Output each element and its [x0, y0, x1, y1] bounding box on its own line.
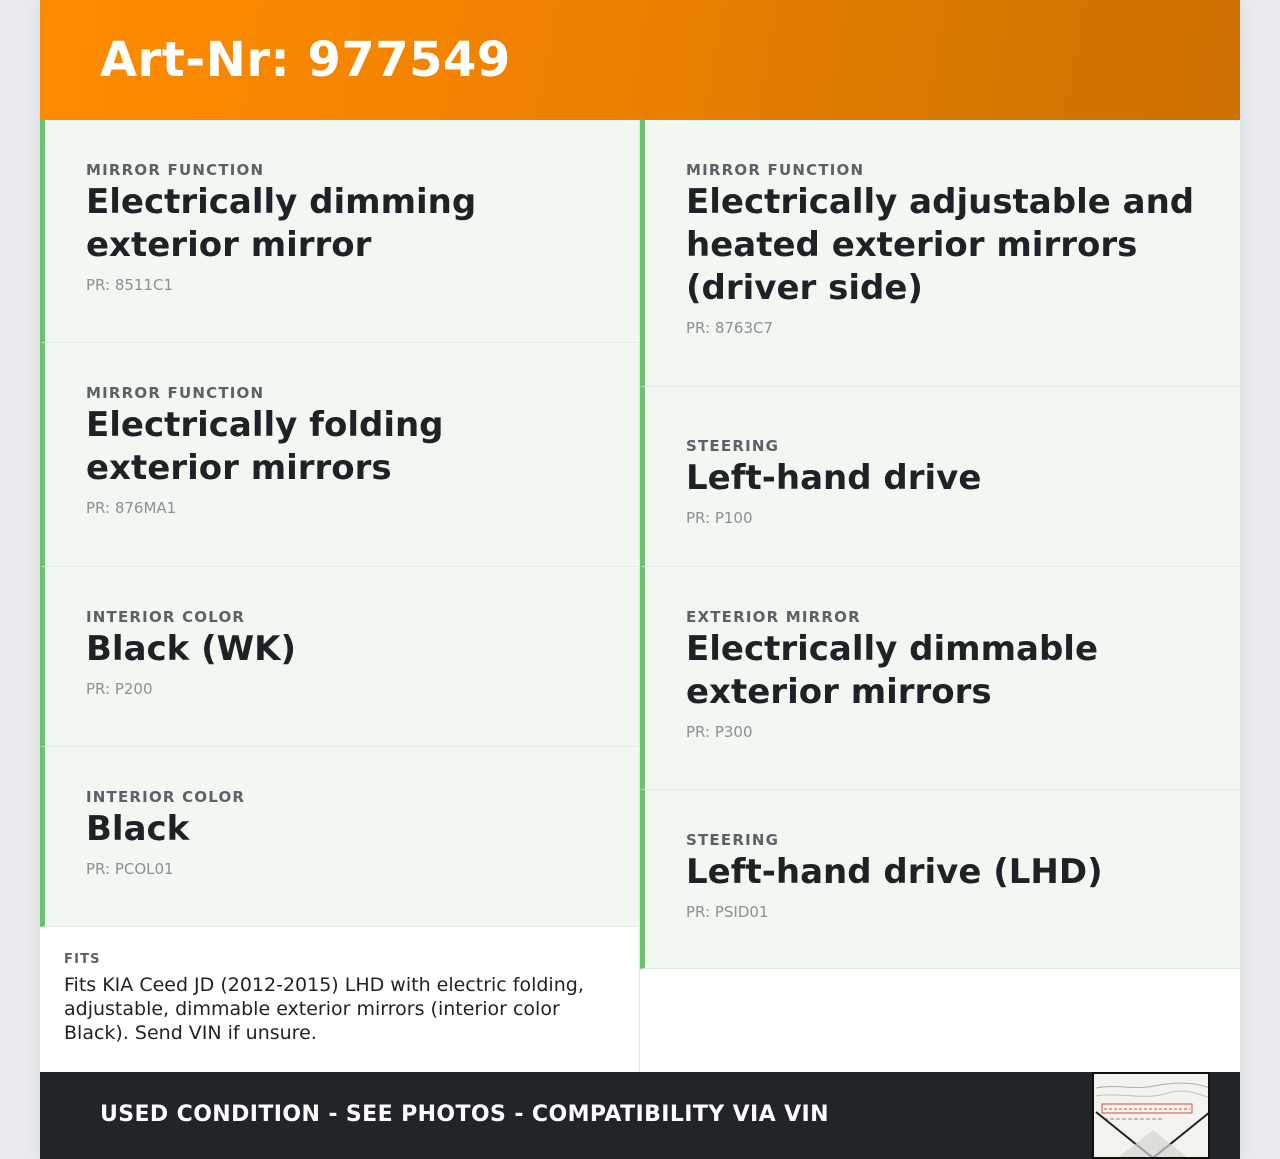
spec-card [40, 567, 639, 747]
spec-pr-code: PR: P100 [686, 509, 753, 527]
fits-section [40, 927, 639, 1072]
spec-card [640, 567, 1240, 790]
spec-value: Electrically dimming exterior mirror [86, 182, 477, 265]
condition-notice: USED CONDITION - SEE PHOTOS - COMPATIBILITY VIA VIN [100, 1102, 829, 1127]
spec-value: Electrically dimmable exterior mirrors [686, 629, 1099, 712]
spec-card [40, 747, 639, 927]
spec-card [640, 790, 1240, 969]
spec-pr-code: PR: 8511C1 [86, 276, 174, 294]
article-number-title: Art-Nr: 977549 [100, 32, 511, 88]
spec-pr-code: PR: 876MA1 [86, 499, 177, 517]
label-photo-thumbnail[interactable] [1092, 1072, 1210, 1159]
spec-card [640, 387, 1240, 567]
spec-value: Electrically folding exterior mirrors [86, 405, 444, 488]
spec-category: STEERING [686, 831, 780, 849]
spec-card [40, 343, 639, 567]
spec-category: MIRROR FUNCTION [86, 384, 265, 402]
product-sheet [40, 0, 1240, 1159]
spec-category: MIRROR FUNCTION [686, 161, 865, 179]
spec-column-right [640, 120, 1240, 969]
spec-pr-code: PR: P200 [86, 680, 153, 698]
fits-text: Fits KIA Ceed JD (2012-2015) LHD with electric folding, adjustable, dimmable exterior mirrors (interior color Black). Send VIN if unsure. [64, 974, 584, 1044]
fits-label: FITS [64, 952, 101, 967]
spec-pr-code: PR: PSID01 [686, 903, 769, 921]
footer-bar [40, 1072, 1240, 1159]
spec-value: Left-hand drive [686, 458, 982, 498]
spec-pr-code: PR: 8763C7 [686, 319, 774, 337]
spec-grid [40, 120, 1240, 1072]
envelope-label-icon [1094, 1074, 1210, 1159]
spec-category: EXTERIOR MIRROR [686, 608, 861, 626]
spec-card [40, 120, 639, 343]
spec-card [640, 120, 1240, 387]
spec-category: INTERIOR COLOR [86, 788, 246, 806]
header-bar [40, 0, 1240, 120]
spec-pr-code: PR: PCOL01 [86, 860, 174, 878]
spec-value: Black [86, 809, 190, 849]
spec-value: Left-hand drive (LHD) [686, 852, 1103, 892]
spec-category: STEERING [686, 437, 780, 455]
spec-value: Electrically adjustable and heated exterior mirrors (driver side) [686, 182, 1195, 308]
spec-pr-code: PR: P300 [686, 723, 753, 741]
spec-column-left [40, 120, 640, 1072]
spec-category: INTERIOR COLOR [86, 608, 246, 626]
spec-value: Black (WK) [86, 629, 297, 669]
spec-category: MIRROR FUNCTION [86, 161, 265, 179]
